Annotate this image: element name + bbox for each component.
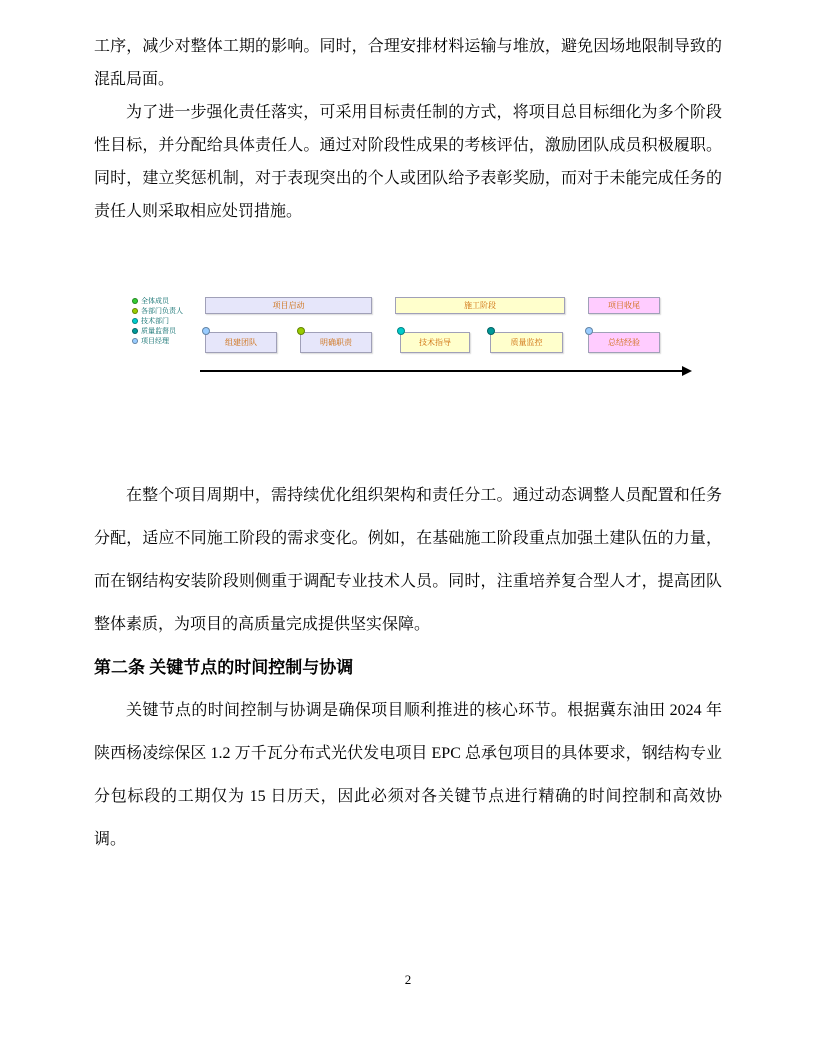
task-role-dot	[297, 327, 305, 335]
paragraph-4: 关键节点的时间控制与协调是确保项目顺利推进的核心环节。根据冀东油田 2024 年陕西杨凌综保区 1.2 万千瓦分布式光伏发电项目 EPC 总承包项目的具体要求，钢结构专业分包标段的工期仅为 15 日历天，因此必须对各关键节点进行精确的时间控制和高效协调。	[94, 702, 722, 848]
timeline-arrow	[200, 366, 692, 376]
section-heading: 第二条 关键节点的时间控制与协调	[94, 658, 354, 677]
legend-color-dot	[132, 298, 138, 304]
phase-box-project-start: 项目启动	[205, 297, 372, 314]
task-label: 总结经验	[608, 338, 640, 347]
phase-box-project-close: 项目收尾	[588, 297, 660, 314]
legend-item	[132, 336, 183, 346]
legend-label: 项目经理	[141, 338, 169, 345]
task-label: 质量监控	[510, 338, 543, 347]
phase-box-construction: 施工阶段	[395, 297, 565, 314]
task-label: 明确职责	[320, 338, 352, 347]
legend-color-dot	[132, 328, 138, 334]
task-role-dot	[585, 327, 593, 335]
task-label: 技术指导	[419, 338, 451, 347]
legend-item	[132, 326, 183, 336]
task-box-summarize-experience	[588, 332, 660, 353]
paragraph-1: 工序，减少对整体工期的影响。同时，合理安排材料运输与堆放，避免因场地限制导致的混乱局面。	[94, 38, 722, 88]
legend-item	[132, 306, 183, 316]
task-box-build-team	[205, 332, 277, 353]
legend-color-dot	[132, 318, 138, 324]
task-label: 组建团队	[225, 338, 257, 347]
diagram-legend	[132, 296, 183, 346]
task-role-dot	[397, 327, 405, 335]
task-box-define-duties	[300, 332, 372, 353]
legend-label: 质量监督员	[141, 328, 176, 335]
legend-item	[132, 316, 183, 326]
legend-color-dot	[132, 308, 138, 314]
legend-label: 全体成员	[141, 298, 169, 305]
paragraph-3: 在整个项目周期中，需持续优化组织架构和责任分工。通过动态调整人员配置和任务分配，适应不同施工阶段的需求变化。例如，在基础施工阶段重点加强土建队伍的力量，而在钢结构安装阶段则侧重于调配专业技术人员。同时，注重培养复合型人才，提高团队整体素质，为项目的高质量完成提供坚实保障。	[94, 487, 722, 633]
paragraph-2: 为了进一步强化责任落实，可采用目标责任制的方式，将项目总目标细化为多个阶段性目标，并分配给具体责任人。通过对阶段性成果的考核评估，激励团队成员积极履职。同时，建立奖惩机制，对于表现突出的个人或团队给予表彰奖励，而对于未能完成任务的责任人则采取相应处罚措施。	[94, 104, 722, 220]
task-role-dot	[202, 327, 210, 335]
legend-item	[132, 296, 183, 306]
task-role-dot	[487, 327, 495, 335]
legend-label: 技术部门	[141, 318, 169, 325]
timeline-arrow-head-icon	[682, 366, 692, 376]
legend-label: 各部门负责人	[141, 308, 183, 315]
legend-color-dot	[132, 338, 138, 344]
project-phase-diagram	[94, 294, 722, 379]
task-box-quality-monitoring	[490, 332, 563, 353]
page-number: 2	[404, 972, 412, 987]
task-box-technical-guidance	[400, 332, 470, 353]
timeline-arrow-line	[200, 370, 682, 372]
